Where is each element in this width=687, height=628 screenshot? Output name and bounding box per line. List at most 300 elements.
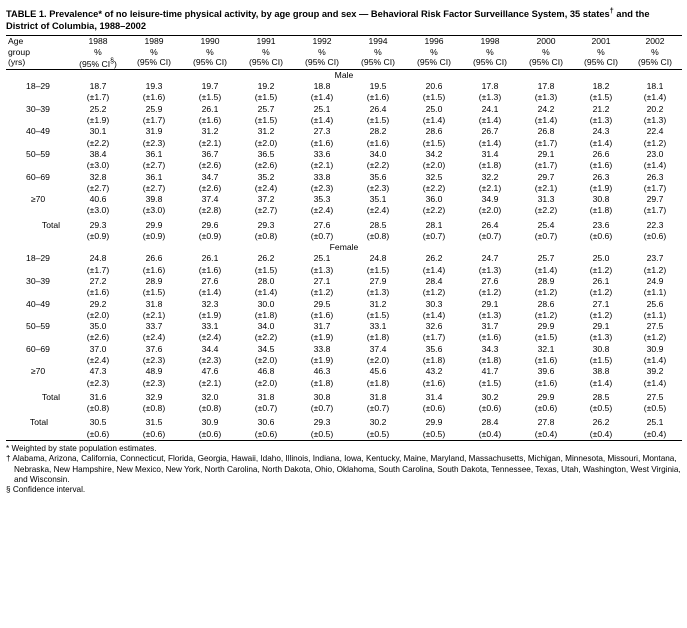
title-text-part1: TABLE 1. Prevalence* of no leisure-time physical activity, by age group and sex — Behavioral Risk Factor Surveillance System, 35 states: [6, 9, 610, 20]
cell-value: 31.4: [481, 148, 499, 159]
cell-ci: (±2.1): [310, 160, 334, 171]
header-year-1996: [406, 36, 462, 70]
cell-value: 18.8: [313, 81, 331, 92]
cell-ci: (±0.6): [422, 403, 446, 414]
cell-ci: (±1.7): [643, 205, 667, 216]
cell-ci: (±1.4): [643, 355, 667, 365]
cell-ci: (±2.6): [198, 160, 222, 171]
row-age-label: 60–69: [26, 343, 50, 354]
cell-value: 25.7: [537, 253, 555, 264]
cell-value: 32.6: [425, 321, 443, 332]
cell-ci: (±2.2): [422, 205, 446, 216]
cell-value: 30.3: [425, 298, 443, 309]
cell-ci: (±1.6): [366, 137, 390, 148]
cell-ci: (±1.6): [86, 287, 110, 298]
cell-value: 30.8: [313, 391, 331, 402]
cell-value: 24.2: [537, 103, 555, 114]
header-year-1990-label: 1990: [200, 36, 220, 47]
cell-value: 34.0: [257, 321, 275, 332]
header-pct-1988: %: [94, 46, 102, 57]
cell-ci: (±1.5): [422, 92, 446, 103]
cell-value: 31.2: [257, 126, 275, 137]
cell-ci: (±1.4): [589, 377, 613, 388]
header-ci-1988-sup: §: [110, 57, 115, 65]
cell-value: 26.4: [481, 219, 499, 230]
table-row: [6, 299, 682, 310]
header-year-1988-label: 1988: [88, 36, 108, 47]
cell-value: 26.7: [481, 126, 499, 137]
table-row: [6, 149, 682, 160]
row-age-label: 30–39: [26, 103, 50, 114]
cell-value: 37.2: [257, 194, 275, 205]
cell-value: 38.4: [89, 148, 107, 159]
cell-ci: (±1.9): [198, 309, 222, 320]
cell-value: 27.5: [646, 321, 664, 332]
cell-value: 33.1: [369, 321, 387, 332]
cell-value: 35.2: [257, 171, 275, 182]
header-ci-1988-close: ): [114, 58, 117, 69]
cell-ci: (±2.2): [366, 160, 390, 171]
cell-value: 27.6: [481, 275, 499, 286]
cell-ci: (±1.6): [198, 115, 222, 126]
cell-value: 24.8: [89, 253, 107, 264]
cell-ci: (±0.7): [422, 231, 446, 242]
cell-value: 32.0: [201, 391, 219, 402]
cell-value: 26.6: [592, 148, 610, 159]
row-age-prefix: ≥: [30, 194, 36, 205]
cell-ci: (±2.6): [86, 332, 110, 343]
cell-value: 32.9: [145, 391, 163, 402]
cell-ci: (±1.5): [142, 287, 166, 298]
header-ci-1991: (95% CI): [249, 56, 283, 67]
cell-value: 28.5: [369, 219, 387, 230]
cell-value: 29.7: [646, 194, 664, 205]
table-row-ci: [6, 115, 682, 126]
cell-value: 36.1: [145, 171, 163, 182]
table-row-ci: [6, 403, 682, 414]
header-year-1992-label: 1992: [312, 36, 332, 47]
cell-ci: (±2.0): [478, 205, 502, 216]
cell-ci: (±2.7): [142, 182, 166, 193]
cell-ci: (±1.7): [86, 92, 110, 103]
table-row-ci: [6, 355, 682, 366]
cell-ci: (±1.5): [589, 92, 613, 103]
cell-ci: (±2.4): [366, 205, 390, 216]
cell-ci: (±1.4): [422, 264, 446, 275]
row-age-label: 40–49: [26, 126, 50, 137]
row-age-blank: [6, 183, 70, 194]
table-row-ci: [6, 183, 682, 194]
cell-ci: (±1.4): [310, 115, 334, 126]
cell-value: 21.2: [592, 103, 610, 114]
cell-value: 31.8: [145, 298, 163, 309]
cell-value: 24.3: [592, 126, 610, 137]
cell-ci: (±2.2): [254, 332, 278, 343]
cell-ci: (±1.5): [534, 332, 558, 343]
cell-ci: (±1.6): [310, 137, 334, 148]
header-year-1990: [182, 36, 238, 70]
cell-ci: (±1.4): [422, 115, 446, 126]
cell-ci: (±0.7): [478, 231, 502, 242]
cell-value: 33.8: [313, 343, 331, 354]
cell-value: 45.6: [369, 366, 387, 377]
cell-value: 32.1: [537, 343, 555, 354]
cell-ci: (±2.3): [142, 377, 166, 388]
cell-ci: (±1.6): [478, 332, 502, 343]
cell-ci: (±0.9): [86, 231, 110, 242]
cell-value: 27.2: [89, 275, 107, 286]
cell-ci: (±1.2): [422, 287, 446, 298]
cell-ci: (±2.0): [254, 355, 278, 365]
cell-value: 38.8: [592, 366, 610, 377]
row-grand-total-label: Total: [29, 417, 49, 428]
cell-value: 34.0: [369, 148, 387, 159]
cell-ci: (±1.3): [478, 92, 502, 103]
cell-value: 34.5: [257, 343, 275, 354]
header-pct-2002: %: [651, 46, 659, 57]
header-pct-1996: %: [430, 46, 438, 57]
table-row-ci: [6, 160, 682, 171]
cell-ci: (±2.7): [86, 182, 110, 193]
cell-value: 31.5: [145, 417, 163, 428]
cell-ci: (±1.6): [310, 309, 334, 320]
row-age-blank: [6, 310, 70, 321]
cell-ci: (±1.2): [589, 264, 613, 275]
cell-value: 27.9: [369, 275, 387, 286]
cell-value: 31.7: [313, 321, 331, 332]
cell-ci: (±1.9): [310, 332, 334, 343]
cell-value: 28.2: [369, 126, 387, 137]
cell-value: 23.0: [646, 148, 664, 159]
cell-ci: (±1.5): [589, 355, 613, 365]
cell-value: 28.9: [145, 275, 163, 286]
cell-ci: (±1.9): [86, 115, 110, 126]
cell-ci: (±1.7): [142, 115, 166, 126]
table-row-ci: [6, 92, 682, 103]
header-ci-1989: (95% CI): [137, 56, 171, 67]
cell-ci: (±2.7): [254, 205, 278, 216]
header-year-1988: [70, 36, 126, 70]
table-row-ci: [6, 332, 682, 343]
cell-value: 17.8: [537, 81, 555, 92]
cell-ci: (±1.2): [534, 309, 558, 320]
header-pct-1994: %: [374, 46, 382, 57]
cell-ci: (±0.9): [142, 231, 166, 242]
cell-value: 30.5: [89, 417, 107, 428]
cell-value: 31.8: [257, 391, 275, 402]
cell-value: 29.5: [313, 298, 331, 309]
cell-ci: (±3.0): [86, 205, 110, 216]
cell-value: 31.4: [425, 391, 443, 402]
cell-value: 20.6: [425, 81, 443, 92]
cell-ci: (±1.4): [589, 137, 613, 148]
section-header-male: [6, 70, 682, 82]
cell-ci: (±1.6): [142, 92, 166, 103]
header-age-group: [6, 36, 70, 70]
cell-value: 30.1: [89, 126, 107, 137]
header-ci-1994: (95% CI): [361, 56, 395, 67]
cell-value: 27.6: [201, 275, 219, 286]
cell-value: 37.4: [201, 194, 219, 205]
cell-ci: (±1.8): [366, 332, 390, 343]
row-total-label: Total: [41, 219, 61, 230]
header-ci-1998: (95% CI): [473, 56, 507, 67]
cell-ci: (±2.6): [254, 160, 278, 171]
cell-value: 19.3: [145, 81, 163, 92]
cell-ci: (±2.4): [142, 332, 166, 343]
row-age-blank: [6, 332, 70, 343]
cell-ci: (±2.2): [534, 205, 558, 216]
cell-value: 25.7: [257, 103, 275, 114]
header-year-1994: [350, 36, 406, 70]
cell-value: 22.4: [646, 126, 664, 137]
cell-value: 24.9: [646, 275, 664, 286]
cell-value: 30.8: [592, 343, 610, 354]
row-age-label: [6, 194, 70, 205]
cell-value: 28.9: [537, 275, 555, 286]
cell-value: 18.7: [89, 81, 107, 92]
header-year-1992: [294, 36, 350, 70]
table-row: [6, 172, 682, 183]
cell-ci: (±1.7): [86, 264, 110, 275]
cell-value: 27.8: [537, 417, 555, 428]
cell-value: 24.1: [481, 103, 499, 114]
cell-value: 29.1: [481, 298, 499, 309]
header-year-1989-label: 1989: [144, 36, 164, 47]
cell-ci: (±1.3): [310, 264, 334, 275]
cell-value: 26.1: [592, 275, 610, 286]
cell-ci: (±0.5): [406, 429, 462, 441]
cell-ci: (±1.5): [254, 92, 278, 103]
header-pct-2001: %: [597, 46, 605, 57]
cell-ci: (±1.6): [534, 377, 558, 388]
section-header-female: [6, 242, 682, 253]
cell-value: 25.9: [145, 103, 163, 114]
cell-value: 39.2: [646, 366, 664, 377]
cell-ci: (±1.5): [478, 377, 502, 388]
cell-value: 26.2: [257, 253, 275, 264]
footnote-star: * Weighted by state population estimates.: [6, 444, 157, 454]
cell-value: 31.3: [537, 194, 555, 205]
header-year-2001-label: 2001: [591, 36, 611, 47]
cell-ci: (±1.5): [198, 92, 222, 103]
cell-value: 31.7: [481, 321, 499, 332]
cell-value: 37.0: [89, 343, 107, 354]
header-year-2000-label: 2000: [536, 36, 556, 47]
header-year-1989: [126, 36, 182, 70]
cell-ci: (±0.6): [126, 429, 182, 441]
cell-ci: (±1.5): [422, 137, 446, 148]
cell-ci: (±0.6): [589, 231, 613, 242]
cell-value: 28.6: [537, 298, 555, 309]
table-row-ci: [6, 138, 682, 149]
cell-ci: (±2.7): [142, 160, 166, 171]
cell-ci: (±0.5): [294, 429, 350, 441]
cell-value: 36.5: [257, 148, 275, 159]
cell-value: 26.4: [369, 103, 387, 114]
table-row: [6, 104, 682, 115]
row-age-blank: [6, 378, 70, 389]
cell-ci: (±1.8): [589, 205, 613, 216]
cell-ci: (±0.5): [589, 403, 613, 414]
header-ci-1988: [70, 57, 126, 69]
cell-ci: (±1.2): [643, 332, 667, 343]
cell-value: 43.2: [425, 366, 443, 377]
cell-value: 36.7: [201, 148, 219, 159]
cell-value: 25.4: [537, 219, 555, 230]
row-age-blank: [6, 138, 70, 149]
header-year-1994-label: 1994: [368, 36, 388, 47]
cell-ci: (±1.2): [534, 287, 558, 298]
cell-ci: (±1.6): [589, 160, 613, 171]
cell-value: 36.1: [145, 148, 163, 159]
cell-ci: (±0.7): [310, 403, 334, 414]
header-pct-1989: %: [150, 46, 158, 57]
cell-value: 30.2: [481, 391, 499, 402]
cell-ci: (±2.3): [142, 137, 166, 148]
cell-value: 31.6: [89, 391, 107, 402]
cell-ci: (±1.2): [478, 287, 502, 298]
cell-ci: (±2.3): [142, 355, 166, 365]
cell-value: 28.0: [257, 275, 275, 286]
cell-ci: (±2.4): [198, 332, 222, 343]
cell-ci: (±1.3): [643, 115, 667, 126]
cell-ci: (±1.2): [589, 309, 613, 320]
cell-ci: (±0.4): [462, 429, 518, 441]
cell-ci: (±0.6): [182, 429, 238, 441]
row-age-blank: [6, 231, 70, 242]
header-pct-1992: %: [318, 46, 326, 57]
cell-ci: (±1.2): [643, 137, 667, 148]
row-age-label: 60–69: [26, 171, 50, 182]
cell-value: 26.2: [425, 253, 443, 264]
cell-ci: (±2.3): [86, 377, 110, 388]
row-age-blank: [6, 205, 70, 216]
cell-ci: (±2.2): [86, 137, 110, 148]
row-age-label: 40–49: [26, 298, 50, 309]
header-pct-1998: %: [486, 46, 494, 57]
cell-value: 29.2: [89, 298, 107, 309]
cell-value: 29.3: [89, 219, 107, 230]
cell-ci: (±1.3): [478, 309, 502, 320]
cell-value: 27.3: [313, 126, 331, 137]
cell-value: 33.1: [201, 321, 219, 332]
cell-value: 36.0: [425, 194, 443, 205]
footnotes: [6, 444, 684, 495]
row-age-suffix: 70: [35, 194, 46, 205]
cell-value: 34.2: [425, 148, 443, 159]
table-row: [6, 194, 682, 205]
cell-value: 28.4: [481, 417, 499, 428]
cell-value: 23.7: [646, 253, 664, 264]
cell-ci: (±1.4): [643, 377, 667, 388]
footnote-section: § Confidence interval.: [6, 485, 86, 495]
cell-value: 34.9: [481, 194, 499, 205]
cell-ci: (±2.3): [198, 355, 222, 365]
cell-ci: (±0.8): [254, 231, 278, 242]
cell-ci: (±1.4): [422, 309, 446, 320]
cell-ci: (±3.0): [86, 160, 110, 171]
title-text-part2: and the District of Columbia, 1988–2002: [6, 9, 650, 31]
table-row: [6, 81, 682, 92]
row-age-blank: [6, 403, 70, 414]
cell-ci: (±1.3): [366, 287, 390, 298]
cell-ci: (±0.4): [574, 429, 628, 441]
cell-ci: (±1.6): [534, 355, 558, 365]
row-total-label: Total: [41, 391, 61, 402]
cell-value: 29.7: [537, 171, 555, 182]
cell-ci: (±1.9): [310, 355, 334, 365]
table-row: [6, 276, 682, 287]
header-age-line3: (yrs): [8, 56, 26, 67]
cell-ci: (±1.7): [534, 160, 558, 171]
row-age-blank: [6, 160, 70, 171]
table-row-total: [6, 392, 682, 403]
header-year-2001: [574, 36, 628, 70]
cell-value: 28.5: [592, 391, 610, 402]
cell-ci: (±2.0): [366, 355, 390, 365]
header-ci-1992: (95% CI): [305, 56, 339, 67]
table-row-ci: [6, 287, 682, 298]
cell-ci: (±0.8): [366, 231, 390, 242]
cell-ci: (±1.4): [478, 115, 502, 126]
header-ci-2001: (95% CI): [584, 56, 618, 67]
table-row: [6, 253, 682, 264]
cell-ci: (±1.4): [254, 287, 278, 298]
cell-value: 41.7: [481, 366, 499, 377]
cell-ci: (±0.6): [643, 231, 667, 242]
cell-ci: (±0.6): [70, 429, 126, 441]
cell-value: 29.9: [537, 391, 555, 402]
cell-value: 26.6: [145, 253, 163, 264]
cell-ci: (±1.5): [254, 115, 278, 126]
cell-ci: (±1.8): [422, 355, 446, 365]
cell-ci: (±1.2): [589, 287, 613, 298]
row-age-blank: [6, 355, 70, 366]
table-row: [6, 126, 682, 137]
row-age-label: 18–29: [26, 81, 50, 92]
cell-value: 26.1: [201, 103, 219, 114]
cell-ci: (±1.6): [422, 377, 446, 388]
cell-value: 29.1: [592, 321, 610, 332]
table-row-total: [6, 220, 682, 231]
row-age-blank: [6, 287, 70, 298]
header-ci-1990: (95% CI): [193, 56, 227, 67]
cell-ci: (±1.6): [366, 92, 390, 103]
cell-value: 48.9: [145, 366, 163, 377]
cell-value: 31.2: [201, 126, 219, 137]
table-row: [6, 366, 682, 377]
cell-value: 28.1: [425, 219, 443, 230]
row-age-label: 50–59: [26, 321, 50, 332]
cell-value: 25.6: [646, 298, 664, 309]
cell-value: 25.0: [592, 253, 610, 264]
cell-ci: (±2.4): [254, 182, 278, 193]
cell-value: 28.6: [425, 126, 443, 137]
cell-ci: (±2.0): [254, 377, 278, 388]
cell-ci: (±0.8): [86, 403, 110, 414]
cell-value: 18.2: [592, 81, 610, 92]
cell-value: 47.3: [89, 366, 107, 377]
header-year-2002-label: 2002: [645, 36, 665, 47]
cell-ci: (±0.4): [518, 429, 574, 441]
cell-value: 29.9: [145, 219, 163, 230]
cell-ci: (±1.4): [478, 137, 502, 148]
cell-value: 23.6: [592, 219, 610, 230]
cell-value: 30.6: [257, 417, 275, 428]
cell-value: 24.7: [481, 253, 499, 264]
cell-value: 25.0: [425, 103, 443, 114]
